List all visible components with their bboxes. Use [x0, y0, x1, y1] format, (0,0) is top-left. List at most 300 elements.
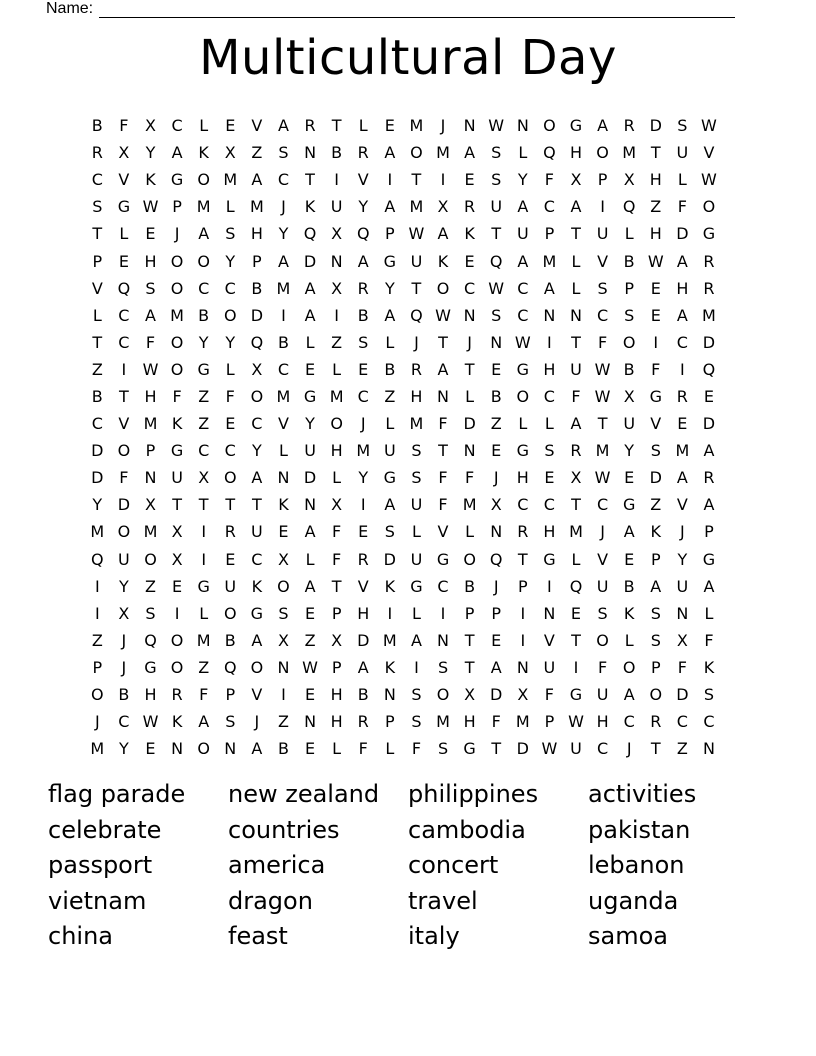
- grid-letter[interactable]: F: [119, 116, 129, 136]
- grid-letter[interactable]: H: [410, 386, 423, 406]
- grid-letter[interactable]: T: [411, 170, 422, 190]
- grid-letter[interactable]: O: [436, 278, 450, 298]
- grid-letter[interactable]: Y: [251, 441, 262, 461]
- grid-letter[interactable]: H: [463, 712, 476, 732]
- grid-letter[interactable]: G: [702, 224, 716, 244]
- grid-letter[interactable]: D: [649, 116, 662, 136]
- grid-letter[interactable]: G: [383, 468, 397, 488]
- grid-letter[interactable]: M: [329, 386, 344, 406]
- grid-letter[interactable]: A: [570, 197, 582, 217]
- grid-letter[interactable]: V: [91, 278, 103, 298]
- grid-letter[interactable]: O: [170, 251, 184, 271]
- grid-letter[interactable]: W: [568, 712, 584, 732]
- grid-letter[interactable]: I: [201, 522, 207, 542]
- grid-letter[interactable]: S: [597, 603, 608, 623]
- grid-letter[interactable]: A: [251, 630, 263, 650]
- grid-letter[interactable]: E: [304, 603, 316, 623]
- grid-letter[interactable]: Z: [91, 630, 103, 650]
- grid-letter[interactable]: G: [436, 549, 450, 569]
- grid-letter[interactable]: O: [596, 630, 609, 650]
- grid-letter[interactable]: T: [225, 495, 236, 515]
- grid-letter[interactable]: S: [411, 712, 422, 732]
- grid-letter[interactable]: E: [570, 603, 582, 623]
- grid-letter[interactable]: F: [358, 739, 368, 759]
- grid-letter[interactable]: A: [517, 251, 529, 271]
- grid-letter[interactable]: S: [145, 278, 156, 298]
- grid-letter[interactable]: O: [649, 685, 663, 705]
- grid-letter[interactable]: T: [464, 630, 475, 650]
- grid-letter[interactable]: Y: [677, 549, 688, 569]
- grid-letter[interactable]: U: [383, 441, 396, 461]
- grid-letter[interactable]: E: [544, 468, 555, 488]
- grid-letter[interactable]: T: [571, 224, 581, 244]
- grid-letter[interactable]: Q: [543, 143, 556, 163]
- grid-letter[interactable]: M: [622, 143, 637, 163]
- grid-letter[interactable]: X: [464, 685, 476, 705]
- grid-letter[interactable]: G: [649, 386, 662, 406]
- grid-letter[interactable]: B: [623, 251, 635, 271]
- grid-letter[interactable]: T: [119, 386, 129, 406]
- grid-letter[interactable]: I: [440, 603, 446, 623]
- grid-letter[interactable]: Q: [223, 657, 237, 677]
- grid-letter[interactable]: H: [596, 712, 609, 732]
- grid-letter[interactable]: A: [384, 197, 396, 217]
- grid-letter[interactable]: J: [680, 522, 685, 542]
- grid-letter[interactable]: K: [304, 197, 316, 217]
- grid-letter[interactable]: K: [251, 576, 263, 596]
- grid-letter[interactable]: N: [676, 603, 689, 623]
- grid-letter[interactable]: S: [278, 143, 289, 163]
- grid-letter[interactable]: A: [304, 576, 316, 596]
- grid-letter[interactable]: Z: [304, 630, 316, 650]
- grid-letter[interactable]: K: [171, 414, 183, 434]
- grid-letter[interactable]: O: [170, 657, 184, 677]
- grid-letter[interactable]: C: [224, 441, 236, 461]
- grid-letter[interactable]: U: [596, 685, 609, 705]
- grid-letter[interactable]: T: [172, 495, 182, 515]
- grid-letter[interactable]: A: [490, 657, 502, 677]
- grid-letter[interactable]: V: [650, 414, 662, 434]
- grid-letter[interactable]: J: [121, 657, 127, 677]
- grid-letter[interactable]: O: [543, 116, 556, 136]
- grid-letter[interactable]: C: [251, 414, 263, 434]
- grid-letter[interactable]: L: [305, 549, 315, 569]
- grid-letter[interactable]: R: [357, 549, 369, 569]
- grid-letter[interactable]: C: [676, 712, 688, 732]
- grid-letter[interactable]: I: [281, 685, 286, 705]
- grid-letter[interactable]: O: [463, 549, 476, 569]
- grid-letter[interactable]: N: [463, 441, 476, 461]
- grid-letter[interactable]: G: [170, 170, 184, 190]
- grid-letter[interactable]: T: [411, 278, 422, 298]
- grid-letter[interactable]: H: [330, 685, 343, 705]
- grid-letter[interactable]: X: [224, 143, 236, 163]
- grid-letter[interactable]: E: [225, 116, 236, 136]
- grid-letter[interactable]: T: [198, 495, 209, 515]
- grid-letter[interactable]: T: [251, 495, 262, 515]
- grid-letter[interactable]: I: [573, 657, 579, 677]
- grid-letter[interactable]: S: [411, 468, 422, 488]
- grid-letter[interactable]: B: [118, 685, 130, 705]
- grid-letter[interactable]: B: [357, 685, 369, 705]
- grid-letter[interactable]: G: [117, 197, 131, 217]
- grid-letter[interactable]: W: [142, 197, 159, 217]
- grid-letter[interactable]: T: [650, 143, 661, 163]
- grid-letter[interactable]: L: [624, 630, 634, 650]
- grid-letter[interactable]: C: [543, 495, 555, 515]
- grid-letter[interactable]: C: [623, 712, 635, 732]
- grid-letter[interactable]: U: [251, 522, 263, 542]
- grid-letter[interactable]: T: [305, 170, 315, 190]
- grid-letter[interactable]: A: [464, 143, 476, 163]
- grid-letter[interactable]: C: [171, 116, 183, 136]
- grid-letter[interactable]: I: [121, 359, 127, 379]
- grid-letter[interactable]: Q: [622, 197, 636, 217]
- grid-letter[interactable]: C: [596, 739, 609, 759]
- grid-letter[interactable]: C: [703, 712, 715, 732]
- grid-letter[interactable]: L: [624, 224, 634, 244]
- grid-letter[interactable]: A: [251, 468, 263, 488]
- grid-letter[interactable]: W: [701, 170, 717, 190]
- grid-letter[interactable]: R: [676, 386, 688, 406]
- grid-letter[interactable]: Q: [144, 630, 157, 650]
- grid-letter[interactable]: R: [650, 712, 662, 732]
- grid-letter[interactable]: W: [435, 305, 451, 325]
- grid-letter[interactable]: P: [252, 251, 262, 271]
- grid-letter[interactable]: G: [516, 441, 529, 461]
- grid-letter[interactable]: T: [92, 332, 103, 352]
- grid-letter[interactable]: K: [384, 657, 396, 677]
- grid-letter[interactable]: R: [224, 522, 236, 542]
- grid-letter[interactable]: A: [304, 278, 316, 298]
- grid-letter[interactable]: M: [249, 197, 264, 217]
- grid-letter[interactable]: U: [676, 576, 689, 596]
- grid-letter[interactable]: J: [174, 224, 180, 244]
- grid-letter[interactable]: P: [491, 603, 502, 623]
- grid-letter[interactable]: S: [384, 522, 395, 542]
- grid-letter[interactable]: I: [387, 603, 393, 623]
- grid-letter[interactable]: V: [118, 414, 130, 434]
- grid-letter[interactable]: N: [277, 468, 290, 488]
- grid-letter[interactable]: F: [438, 495, 448, 515]
- grid-letter[interactable]: B: [224, 630, 236, 650]
- grid-letter[interactable]: E: [703, 386, 714, 406]
- grid-letter[interactable]: I: [201, 549, 207, 569]
- grid-letter[interactable]: M: [436, 712, 450, 732]
- grid-letter[interactable]: T: [331, 576, 342, 596]
- grid-letter[interactable]: C: [277, 359, 290, 379]
- grid-letter[interactable]: X: [145, 495, 156, 515]
- grid-letter[interactable]: Q: [489, 549, 503, 569]
- grid-letter[interactable]: S: [703, 685, 715, 705]
- grid-letter[interactable]: Q: [303, 224, 317, 244]
- grid-letter[interactable]: A: [277, 251, 289, 271]
- grid-letter[interactable]: W: [541, 739, 558, 759]
- grid-letter[interactable]: M: [595, 441, 610, 461]
- grid-letter[interactable]: M: [409, 197, 424, 217]
- grid-letter[interactable]: A: [517, 197, 529, 217]
- grid-letter[interactable]: G: [622, 495, 636, 515]
- grid-letter[interactable]: S: [677, 116, 688, 136]
- grid-letter[interactable]: S: [411, 685, 422, 705]
- grid-letter[interactable]: I: [680, 359, 685, 379]
- grid-letter[interactable]: V: [597, 251, 609, 271]
- grid-letter[interactable]: B: [198, 305, 210, 325]
- grid-letter[interactable]: P: [650, 657, 661, 677]
- grid-letter[interactable]: L: [225, 197, 235, 217]
- grid-letter[interactable]: U: [676, 143, 689, 163]
- grid-letter[interactable]: O: [250, 657, 264, 677]
- grid-letter[interactable]: V: [277, 414, 289, 434]
- grid-letter[interactable]: A: [410, 630, 422, 650]
- grid-letter[interactable]: N: [224, 739, 237, 759]
- grid-letter[interactable]: P: [331, 603, 342, 623]
- grid-letter[interactable]: C: [596, 305, 609, 325]
- grid-letter[interactable]: J: [467, 332, 472, 352]
- grid-letter[interactable]: K: [145, 170, 156, 190]
- grid-letter[interactable]: X: [277, 630, 289, 650]
- grid-letter[interactable]: W: [594, 386, 611, 406]
- name-line[interactable]: [99, 2, 735, 18]
- grid-letter[interactable]: R: [357, 712, 369, 732]
- grid-letter[interactable]: M: [569, 522, 583, 542]
- grid-letter[interactable]: H: [330, 441, 343, 461]
- grid-letter[interactable]: R: [304, 116, 316, 136]
- grid-letter[interactable]: M: [702, 305, 716, 325]
- grid-letter[interactable]: L: [677, 170, 687, 190]
- grid-letter[interactable]: W: [142, 712, 159, 732]
- grid-letter[interactable]: W: [701, 116, 717, 136]
- grid-letter[interactable]: C: [517, 495, 529, 515]
- grid-letter[interactable]: A: [171, 143, 183, 163]
- grid-letter[interactable]: K: [198, 143, 209, 163]
- grid-letter[interactable]: L: [465, 386, 475, 406]
- grid-letter[interactable]: X: [118, 143, 130, 163]
- grid-letter[interactable]: E: [145, 739, 156, 759]
- grid-letter[interactable]: I: [387, 170, 393, 190]
- grid-letter[interactable]: E: [650, 305, 661, 325]
- grid-letter[interactable]: C: [543, 386, 555, 406]
- grid-letter[interactable]: U: [543, 657, 556, 677]
- grid-letter[interactable]: P: [331, 657, 342, 677]
- grid-letter[interactable]: S: [650, 630, 661, 650]
- grid-letter[interactable]: L: [411, 522, 421, 542]
- grid-letter[interactable]: N: [144, 468, 157, 488]
- grid-letter[interactable]: R: [570, 441, 582, 461]
- grid-letter[interactable]: U: [330, 197, 343, 217]
- grid-letter[interactable]: N: [304, 495, 317, 515]
- grid-letter[interactable]: U: [224, 576, 237, 596]
- grid-letter[interactable]: Q: [410, 305, 423, 325]
- grid-letter[interactable]: I: [94, 576, 100, 596]
- grid-letter[interactable]: Z: [198, 386, 210, 406]
- grid-letter[interactable]: S: [145, 603, 156, 623]
- grid-letter[interactable]: P: [92, 251, 103, 271]
- grid-letter[interactable]: O: [170, 332, 184, 352]
- grid-letter[interactable]: C: [517, 305, 529, 325]
- grid-letter[interactable]: Y: [517, 170, 528, 190]
- grid-letter[interactable]: W: [514, 332, 531, 352]
- grid-letter[interactable]: X: [145, 116, 156, 136]
- grid-letter[interactable]: S: [437, 739, 449, 759]
- grid-letter[interactable]: Z: [650, 495, 662, 515]
- grid-letter[interactable]: A: [145, 305, 156, 325]
- grid-letter[interactable]: I: [547, 576, 552, 596]
- grid-letter[interactable]: P: [544, 712, 555, 732]
- grid-letter[interactable]: F: [438, 414, 448, 434]
- grid-letter[interactable]: Y: [119, 576, 129, 596]
- grid-letter[interactable]: S: [650, 603, 661, 623]
- grid-letter[interactable]: O: [144, 549, 157, 569]
- grid-letter[interactable]: T: [571, 332, 581, 352]
- grid-letter[interactable]: O: [436, 685, 450, 705]
- grid-letter[interactable]: X: [251, 359, 263, 379]
- grid-letter[interactable]: L: [332, 359, 342, 379]
- grid-letter[interactable]: P: [145, 441, 156, 461]
- grid-letter[interactable]: P: [704, 522, 714, 542]
- grid-letter[interactable]: S: [411, 441, 422, 461]
- grid-letter[interactable]: X: [331, 224, 343, 244]
- grid-letter[interactable]: F: [704, 630, 714, 650]
- grid-letter[interactable]: X: [570, 170, 582, 190]
- grid-letter[interactable]: M: [170, 305, 184, 325]
- grid-letter[interactable]: J: [600, 522, 605, 542]
- grid-letter[interactable]: E: [145, 224, 156, 244]
- grid-letter[interactable]: C: [517, 278, 529, 298]
- grid-letter[interactable]: M: [143, 414, 158, 434]
- grid-letter[interactable]: T: [438, 332, 448, 352]
- grid-letter[interactable]: G: [170, 441, 184, 461]
- grid-letter[interactable]: F: [411, 739, 422, 759]
- grid-letter[interactable]: X: [118, 603, 130, 623]
- grid-letter[interactable]: R: [703, 278, 715, 298]
- grid-letter[interactable]: L: [278, 441, 288, 461]
- grid-letter[interactable]: X: [517, 685, 529, 705]
- grid-letter[interactable]: D: [702, 414, 716, 434]
- grid-letter[interactable]: L: [119, 224, 129, 244]
- grid-letter[interactable]: S: [624, 305, 635, 325]
- grid-letter[interactable]: A: [676, 251, 688, 271]
- grid-letter[interactable]: F: [225, 386, 235, 406]
- grid-letter[interactable]: N: [330, 251, 343, 271]
- grid-letter[interactable]: Y: [119, 739, 129, 759]
- grid-letter[interactable]: K: [650, 522, 662, 542]
- grid-letter[interactable]: L: [358, 116, 368, 136]
- grid-letter[interactable]: M: [515, 712, 530, 732]
- grid-letter[interactable]: Y: [225, 251, 236, 271]
- grid-letter[interactable]: G: [702, 549, 716, 569]
- grid-letter[interactable]: L: [411, 603, 421, 623]
- grid-letter[interactable]: U: [410, 251, 423, 271]
- grid-letter[interactable]: R: [410, 359, 422, 379]
- grid-letter[interactable]: I: [653, 332, 659, 352]
- grid-letter[interactable]: A: [437, 359, 449, 379]
- grid-letter[interactable]: U: [623, 414, 636, 434]
- grid-letter[interactable]: Y: [278, 224, 289, 244]
- grid-letter[interactable]: T: [491, 739, 502, 759]
- grid-letter[interactable]: E: [491, 630, 502, 650]
- grid-letter[interactable]: H: [543, 359, 556, 379]
- grid-letter[interactable]: J: [254, 712, 260, 732]
- grid-letter[interactable]: F: [651, 359, 661, 379]
- grid-letter[interactable]: M: [90, 522, 105, 542]
- grid-letter[interactable]: R: [464, 197, 476, 217]
- grid-letter[interactable]: D: [649, 468, 662, 488]
- grid-letter[interactable]: Y: [92, 495, 103, 515]
- grid-letter[interactable]: U: [410, 549, 423, 569]
- grid-letter[interactable]: Z: [277, 712, 289, 732]
- grid-letter[interactable]: G: [516, 359, 529, 379]
- grid-letter[interactable]: X: [277, 549, 289, 569]
- grid-letter[interactable]: N: [516, 116, 529, 136]
- grid-letter[interactable]: J: [493, 468, 499, 488]
- grid-letter[interactable]: Q: [702, 359, 716, 379]
- grid-letter[interactable]: A: [570, 414, 582, 434]
- grid-letter[interactable]: A: [251, 739, 263, 759]
- grid-letter[interactable]: V: [703, 143, 715, 163]
- grid-letter[interactable]: W: [302, 657, 318, 677]
- grid-letter[interactable]: U: [171, 468, 183, 488]
- grid-letter[interactable]: M: [675, 441, 690, 461]
- grid-letter[interactable]: S: [491, 305, 502, 325]
- grid-letter[interactable]: C: [118, 712, 130, 732]
- grid-letter[interactable]: L: [518, 414, 528, 434]
- grid-letter[interactable]: U: [570, 359, 582, 379]
- grid-letter[interactable]: S: [278, 603, 289, 623]
- grid-letter[interactable]: B: [331, 143, 343, 163]
- grid-letter[interactable]: G: [383, 251, 397, 271]
- grid-letter[interactable]: Q: [356, 224, 370, 244]
- grid-letter[interactable]: U: [118, 549, 130, 569]
- grid-letter[interactable]: D: [516, 739, 529, 759]
- grid-letter[interactable]: A: [543, 278, 555, 298]
- grid-letter[interactable]: H: [543, 522, 556, 542]
- grid-letter[interactable]: I: [334, 305, 339, 325]
- grid-letter[interactable]: H: [144, 386, 157, 406]
- grid-letter[interactable]: I: [520, 603, 526, 623]
- grid-letter[interactable]: I: [600, 197, 605, 217]
- grid-letter[interactable]: I: [360, 495, 366, 515]
- grid-letter[interactable]: F: [597, 332, 608, 352]
- grid-letter[interactable]: P: [385, 712, 395, 732]
- grid-letter[interactable]: K: [278, 495, 289, 515]
- grid-letter[interactable]: Z: [145, 576, 156, 596]
- grid-letter[interactable]: I: [414, 657, 419, 677]
- grid-letter[interactable]: C: [437, 576, 449, 596]
- grid-letter[interactable]: M: [382, 630, 397, 650]
- grid-letter[interactable]: C: [596, 495, 609, 515]
- grid-letter[interactable]: C: [357, 386, 369, 406]
- grid-letter[interactable]: G: [144, 657, 157, 677]
- grid-letter[interactable]: D: [117, 495, 131, 515]
- grid-letter[interactable]: L: [465, 522, 475, 542]
- grid-letter[interactable]: P: [92, 657, 103, 677]
- grid-letter[interactable]: N: [277, 657, 290, 677]
- grid-letter[interactable]: Y: [145, 143, 156, 163]
- grid-letter[interactable]: A: [277, 116, 289, 136]
- grid-letter[interactable]: I: [440, 170, 446, 190]
- grid-letter[interactable]: N: [304, 712, 317, 732]
- grid-letter[interactable]: S: [225, 224, 236, 244]
- grid-letter[interactable]: G: [569, 685, 583, 705]
- grid-letter[interactable]: K: [437, 251, 449, 271]
- grid-letter[interactable]: Z: [384, 386, 396, 406]
- grid-letter[interactable]: O: [117, 522, 131, 542]
- grid-letter[interactable]: D: [91, 468, 104, 488]
- grid-letter[interactable]: U: [516, 224, 529, 244]
- grid-letter[interactable]: A: [623, 522, 635, 542]
- grid-letter[interactable]: I: [547, 332, 552, 352]
